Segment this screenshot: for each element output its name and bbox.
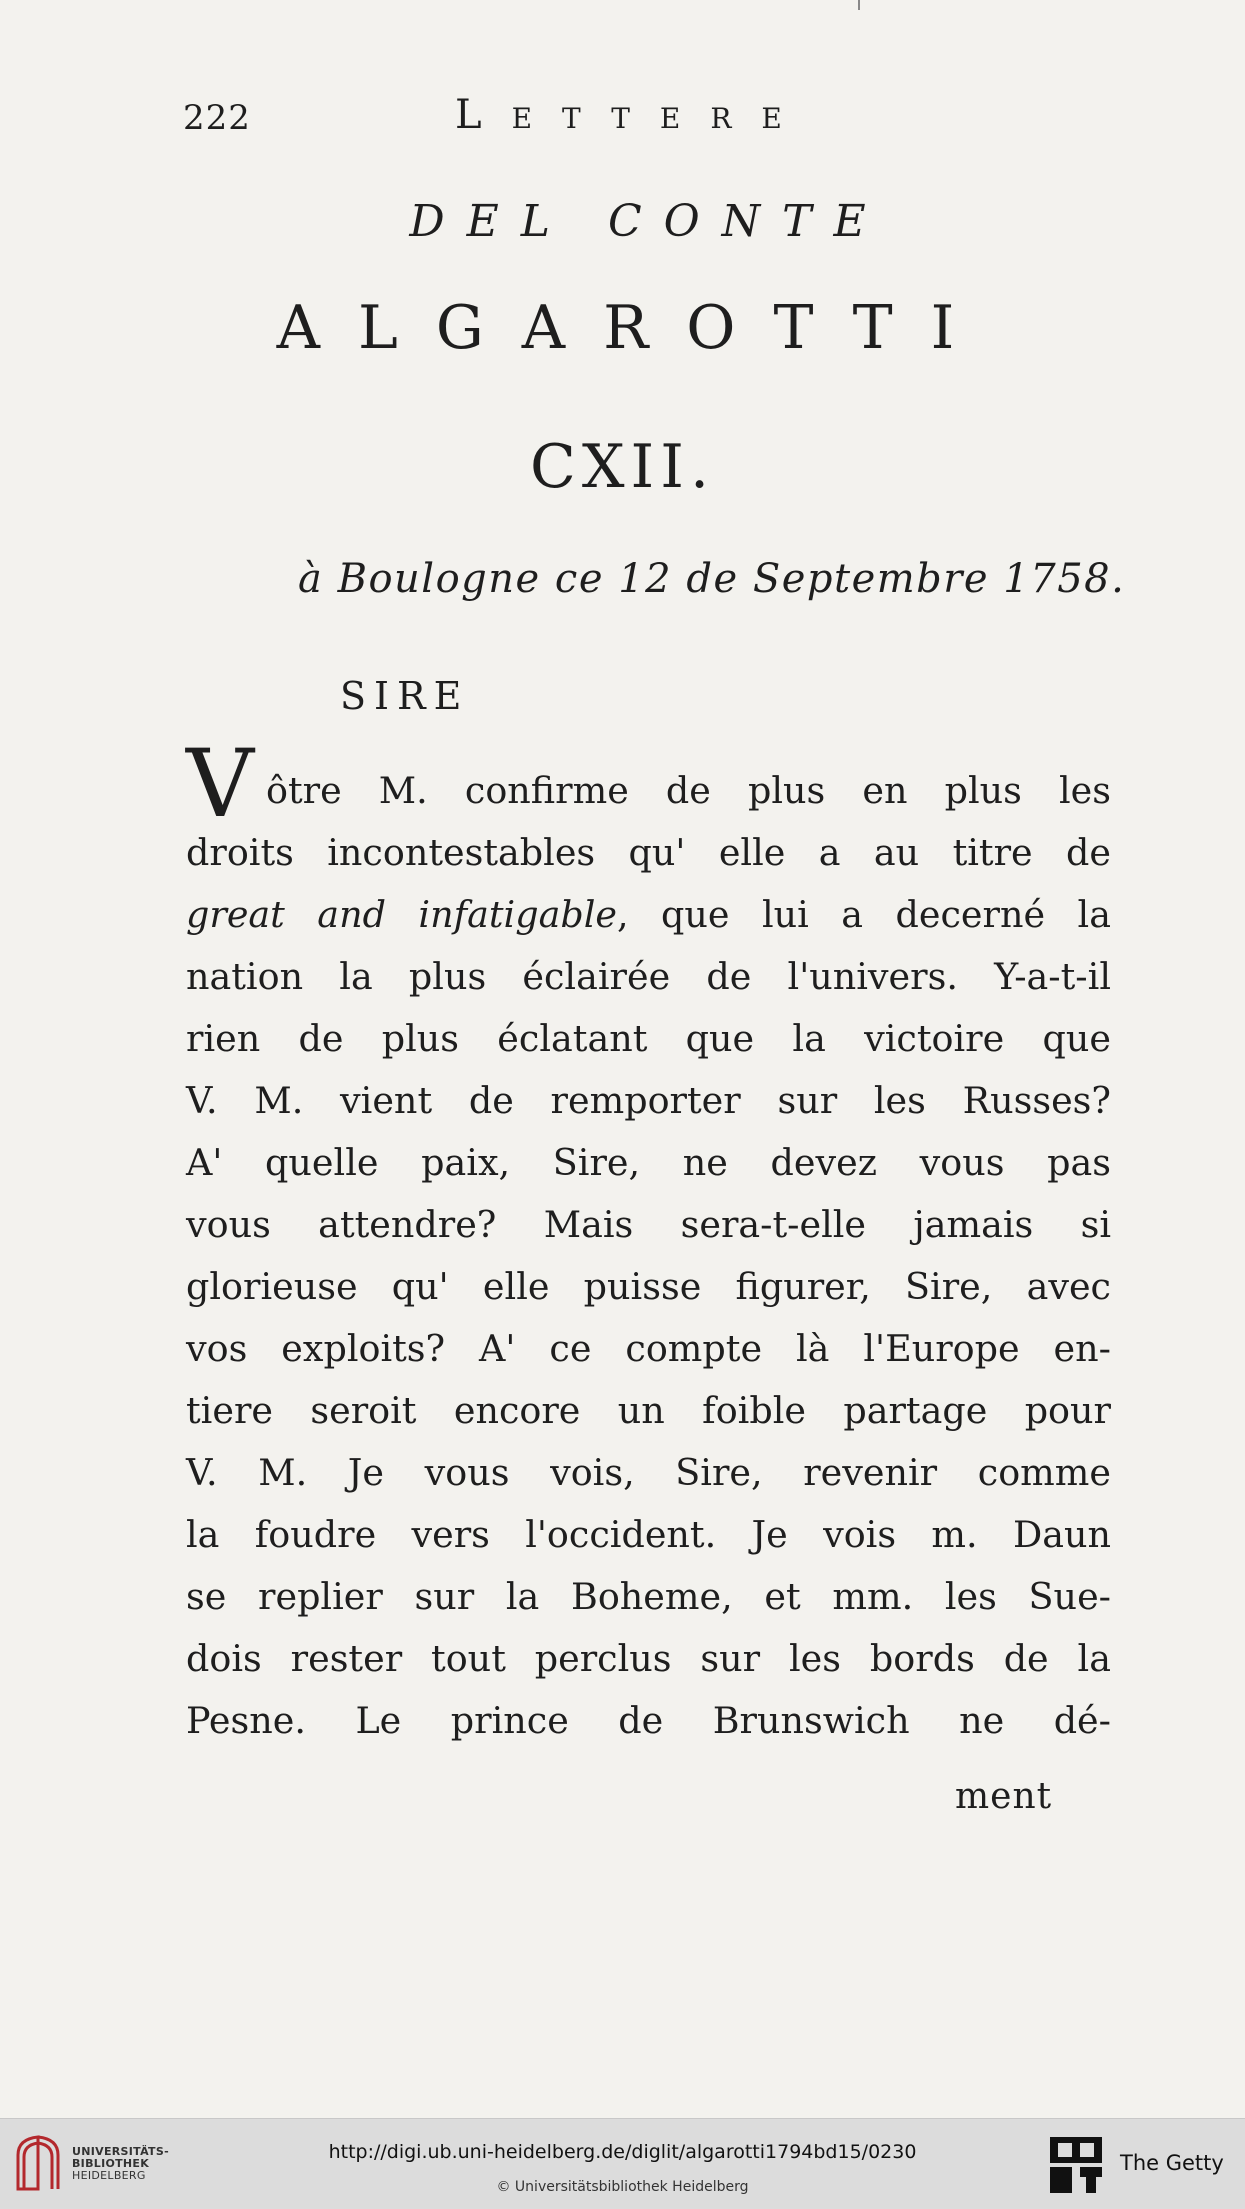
library-name-line: HEIDELBERG: [72, 2169, 146, 2182]
catchword: ment: [955, 1776, 1053, 1817]
body-line: vous attendre? Mais sera-t-elle jamais si: [186, 1203, 1111, 1246]
letter-number: CXII.: [529, 432, 716, 502]
body-line: la foudre vers l'occident. Je vois m. Daun: [186, 1513, 1111, 1556]
body-line: V. M. vient de remporter sur les Russes?: [186, 1079, 1111, 1122]
body-line: A' quelle paix, Sire, ne devez vous pas: [186, 1141, 1111, 1184]
permalink-url[interactable]: http://digi.ub.uni-heidelberg.de/diglit/algarotti1794bd15/0230: [328, 2141, 917, 2163]
library-name-line: BIBLIOTHEK: [72, 2157, 150, 2170]
italic-phrase: great and infatigable: [186, 893, 617, 936]
page-number: 222: [183, 98, 251, 138]
library-name-line: UNIVERSITÄTS-: [72, 2145, 169, 2158]
partner-name: The Getty: [1120, 2151, 1224, 2175]
copyright-notice: © Universitätsbibliothek Heidelberg: [496, 2179, 749, 2195]
salutation: SIRE: [340, 674, 470, 718]
getty-logo-icon: [1050, 2137, 1102, 2193]
letter-body: [186, 760, 1111, 1752]
body-line: ôtre M. confirme de plus en plus les: [266, 769, 1111, 812]
body-line: vos exploits? A' ce compte là l'Europe en-: [186, 1327, 1111, 1370]
body-line: rien de plus éclatant que la victoire que: [186, 1017, 1111, 1060]
body-line: nation la plus éclairée de l'univers. Y-a-t-il: [186, 955, 1111, 998]
gutter-mark: [858, 0, 860, 10]
body-line: dois rester tout perclus sur les bords de la: [186, 1637, 1111, 1680]
author-heading: ALGAROTTI: [276, 293, 993, 363]
body-line: se replier sur la Boheme, et mm. les Sue-: [186, 1575, 1111, 1618]
subtitle: [0, 196, 1245, 247]
running-head: [0, 92, 1245, 148]
viewer-footer: [0, 2118, 1245, 2209]
body-line: [186, 884, 1111, 946]
subtitle-text: DEL CONTE: [409, 196, 888, 247]
dateline: à Boulogne ce 12 de Septembre 1758.: [298, 556, 1126, 602]
running-title: Lettere: [455, 92, 812, 138]
body-line: tiere seroit encore un foible partage pour: [186, 1389, 1111, 1432]
body-line: V. M. Je vous vois, Sire, revenir comme: [186, 1451, 1111, 1494]
body-line: droits incontestables qu' elle a au titre de: [186, 831, 1111, 874]
body-line: glorieuse qu' elle puisse figurer, Sire, avec: [186, 1265, 1111, 1308]
body-line-rest: , que lui a decerné la: [616, 893, 1111, 936]
body-line: Pesne. Le prince de Brunswich ne dé-: [186, 1699, 1111, 1742]
drop-cap: V: [186, 730, 254, 839]
